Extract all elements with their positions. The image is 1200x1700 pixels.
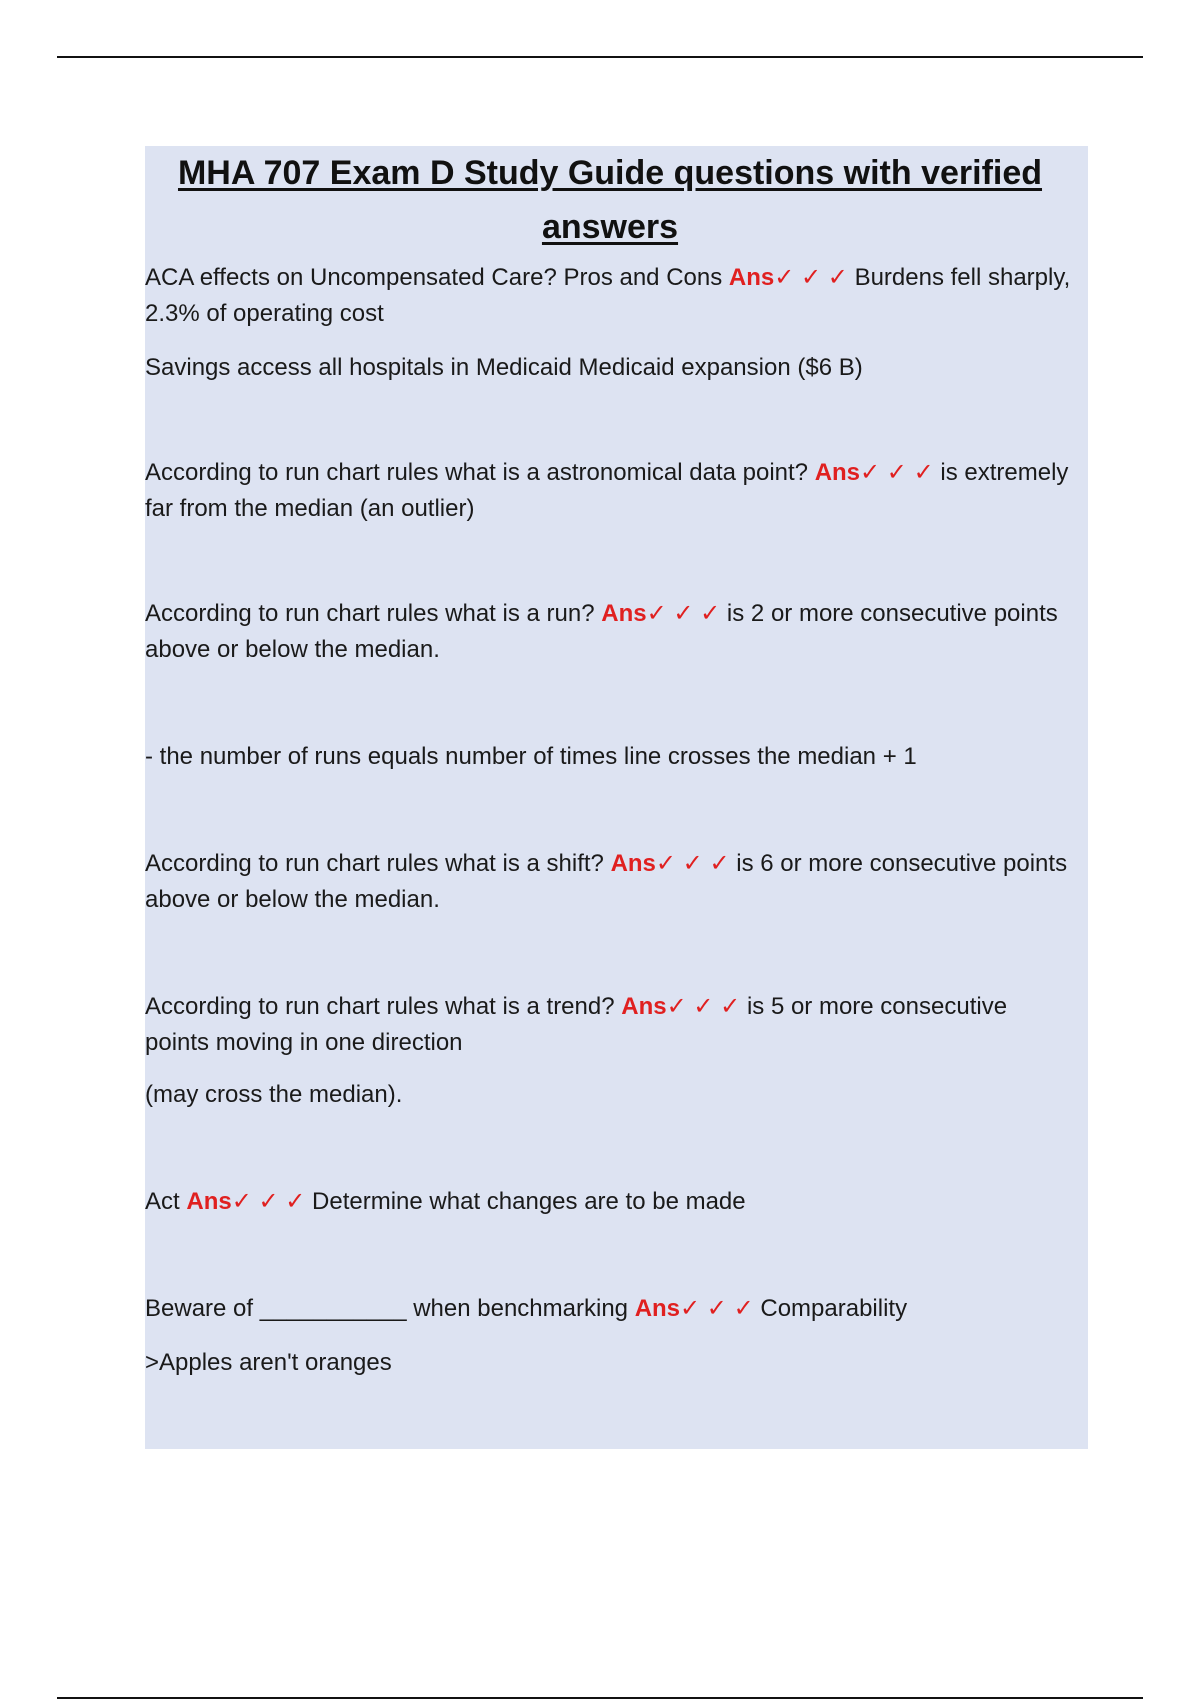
study-guide-content bbox=[145, 146, 1075, 1381]
check-marks-icon: ✓ ✓ ✓ bbox=[655, 850, 730, 877]
answer-label: Ans bbox=[610, 850, 656, 877]
answer-text: is 5 or more consecutive points moving in one direction bbox=[145, 993, 1008, 1056]
answer-label: Ans bbox=[186, 1188, 232, 1215]
qa-item-shift bbox=[145, 846, 1075, 918]
check-marks-icon: ✓ ✓ ✓ bbox=[646, 600, 721, 627]
qa-item-aca bbox=[145, 260, 1075, 332]
note-may-cross-median: (may cross the median). bbox=[145, 1081, 403, 1108]
question-text: ACA effects on Uncompensated Care? Pros and Cons bbox=[145, 264, 723, 291]
answer-text: is 6 or more consecutive points above or below the median. bbox=[145, 850, 1068, 913]
qa-item-trend bbox=[145, 989, 1075, 1061]
answer-text: is 2 or more consecutive points above or below the median. bbox=[145, 600, 1058, 663]
note-apples-oranges: >Apples aren't oranges bbox=[145, 1349, 392, 1376]
page-title: MHA 707 Exam D Study Guide questions with verified answers bbox=[177, 154, 1043, 246]
note-number-of-runs: - the number of runs equals number of times line crosses the median + 1 bbox=[145, 743, 917, 770]
answer-label: Ans bbox=[728, 264, 775, 291]
note-medicaid-savings: Savings access all hospitals in Medicaid Medicaid expansion ($6 B) bbox=[145, 354, 863, 381]
answer-label: Ans bbox=[634, 1295, 681, 1322]
answer-label: Ans bbox=[814, 459, 861, 486]
qa-item-run bbox=[145, 596, 1075, 668]
header-rule bbox=[57, 56, 1143, 58]
question-text: Act bbox=[145, 1188, 180, 1215]
check-marks-icon: ✓ ✓ ✓ bbox=[860, 459, 934, 486]
check-marks-icon: ✓ ✓ ✓ bbox=[680, 1295, 754, 1322]
footer-rule bbox=[57, 1697, 1143, 1699]
question-text: Beware of ___________ when benchmarking bbox=[145, 1295, 629, 1322]
answer-text: Burdens fell sharply, 2.3% of operating cost bbox=[145, 264, 1071, 327]
answer-text: is extremely far from the median (an outlier) bbox=[145, 459, 1069, 522]
answer-label: Ans bbox=[601, 600, 647, 627]
question-text: According to run chart rules what is a trend? bbox=[145, 993, 615, 1020]
answer-label: Ans bbox=[621, 993, 667, 1020]
answer-text: Comparability bbox=[760, 1295, 908, 1322]
check-marks-icon: ✓ ✓ ✓ bbox=[231, 1188, 306, 1215]
qa-item-act bbox=[145, 1184, 1075, 1220]
question-text: According to run chart rules what is a shift? bbox=[145, 850, 604, 877]
check-marks-icon: ✓ ✓ ✓ bbox=[666, 993, 741, 1020]
qa-item-benchmarking bbox=[145, 1291, 1075, 1327]
question-text: According to run chart rules what is a run? bbox=[145, 600, 595, 627]
check-marks-icon: ✓ ✓ ✓ bbox=[774, 264, 848, 291]
question-text: According to run chart rules what is a astronomical data point? bbox=[145, 459, 809, 486]
answer-text: Determine what changes are to be made bbox=[312, 1188, 746, 1215]
qa-item-astronomical-point bbox=[145, 455, 1075, 527]
